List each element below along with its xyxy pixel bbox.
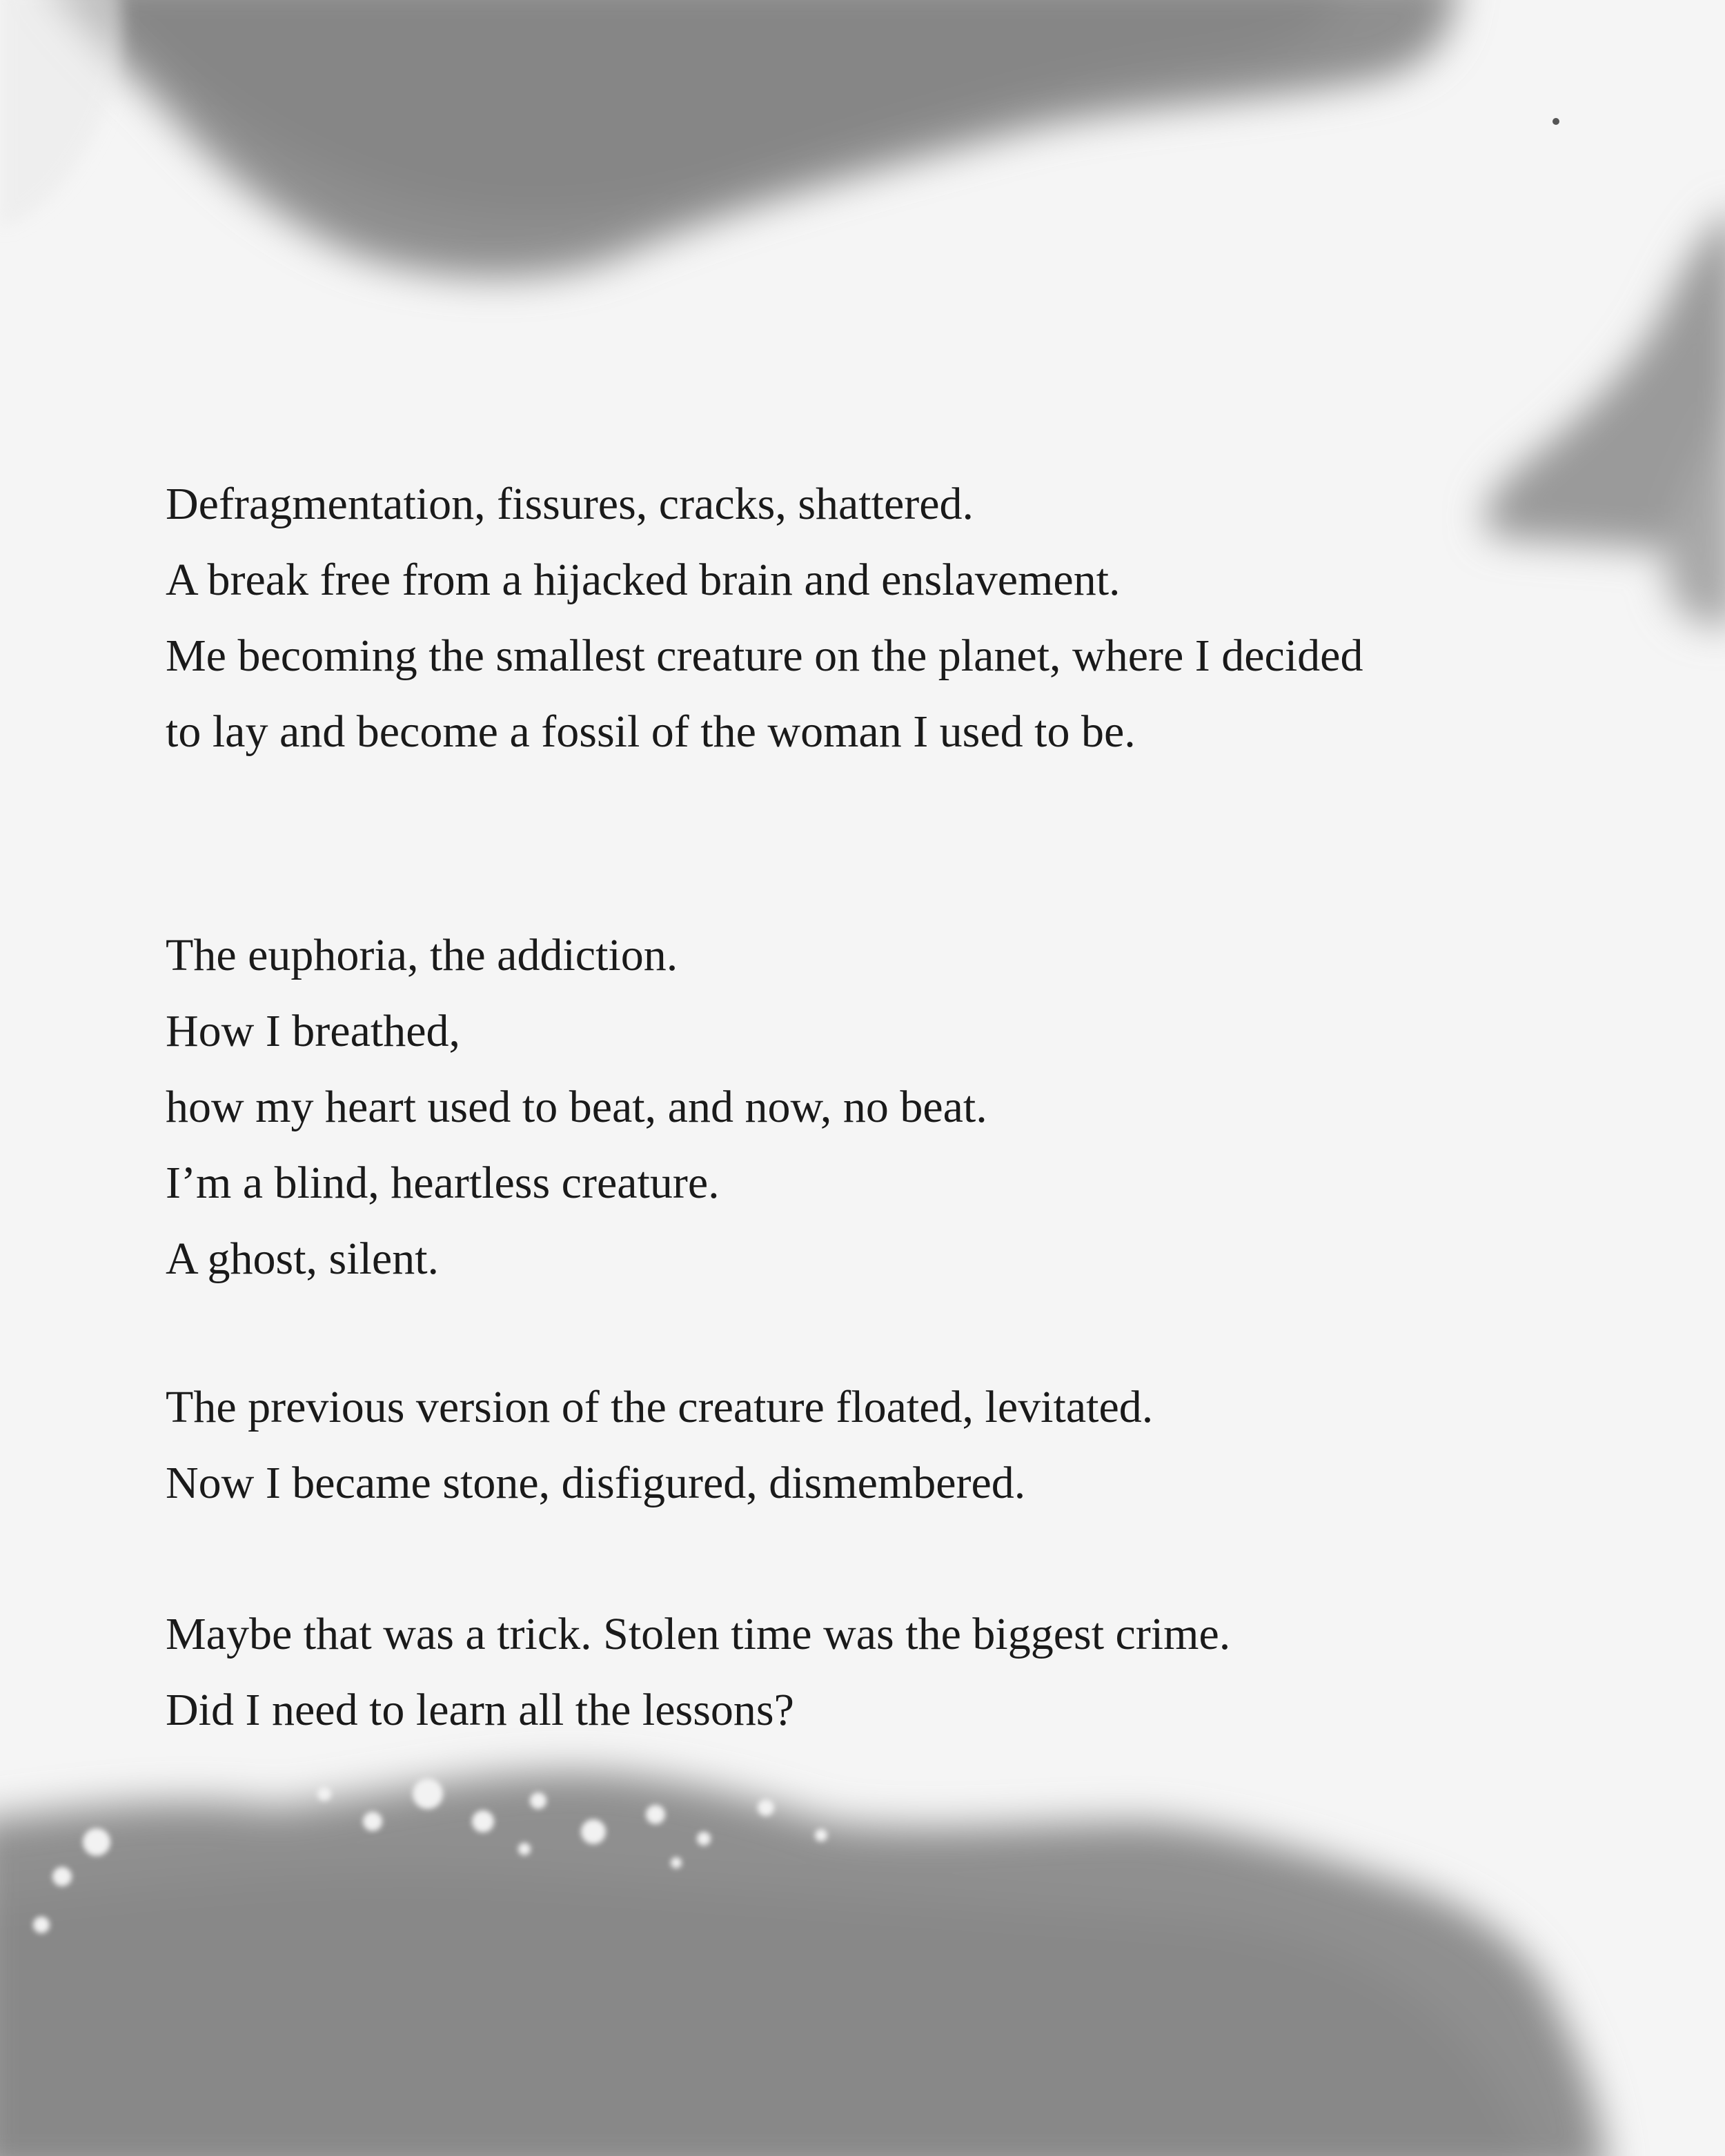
poem-line: The previous version of the creature floated, levitated. <box>166 1382 1154 1432</box>
poem-line: how my heart used to beat, and now, no beat. <box>166 1082 987 1132</box>
poem-line: Did I need to learn all the lessons? <box>166 1685 794 1735</box>
stanza-4 <box>166 1596 1615 1748</box>
speck <box>1552 118 1559 125</box>
poem-line: A ghost, silent. <box>166 1234 440 1284</box>
stanza-1 <box>166 466 1615 770</box>
poem-line: How I breathed, <box>166 1006 461 1056</box>
poem-line: Me becoming the smallest creature on the planet, where I decided <box>166 631 1363 681</box>
poem-line: The euphoria, the addiction. <box>166 930 678 980</box>
poem-line: I’m a blind, heartless creature. <box>166 1158 720 1208</box>
poem-line: Now I became stone, disfigured, dismembered. <box>166 1458 1026 1508</box>
poem-line: Maybe that was a trick. Stolen time was the biggest crime. <box>166 1609 1231 1659</box>
poem-line: to lay and become a fossil of the woman I used to be. <box>166 706 1136 757</box>
poem-line: A break free from a hijacked brain and enslavement. <box>166 555 1121 605</box>
stanza-2 <box>166 918 1615 1297</box>
poem-line: Defragmentation, fissures, cracks, shattered. <box>166 479 974 529</box>
stanza-3 <box>166 1369 1615 1521</box>
